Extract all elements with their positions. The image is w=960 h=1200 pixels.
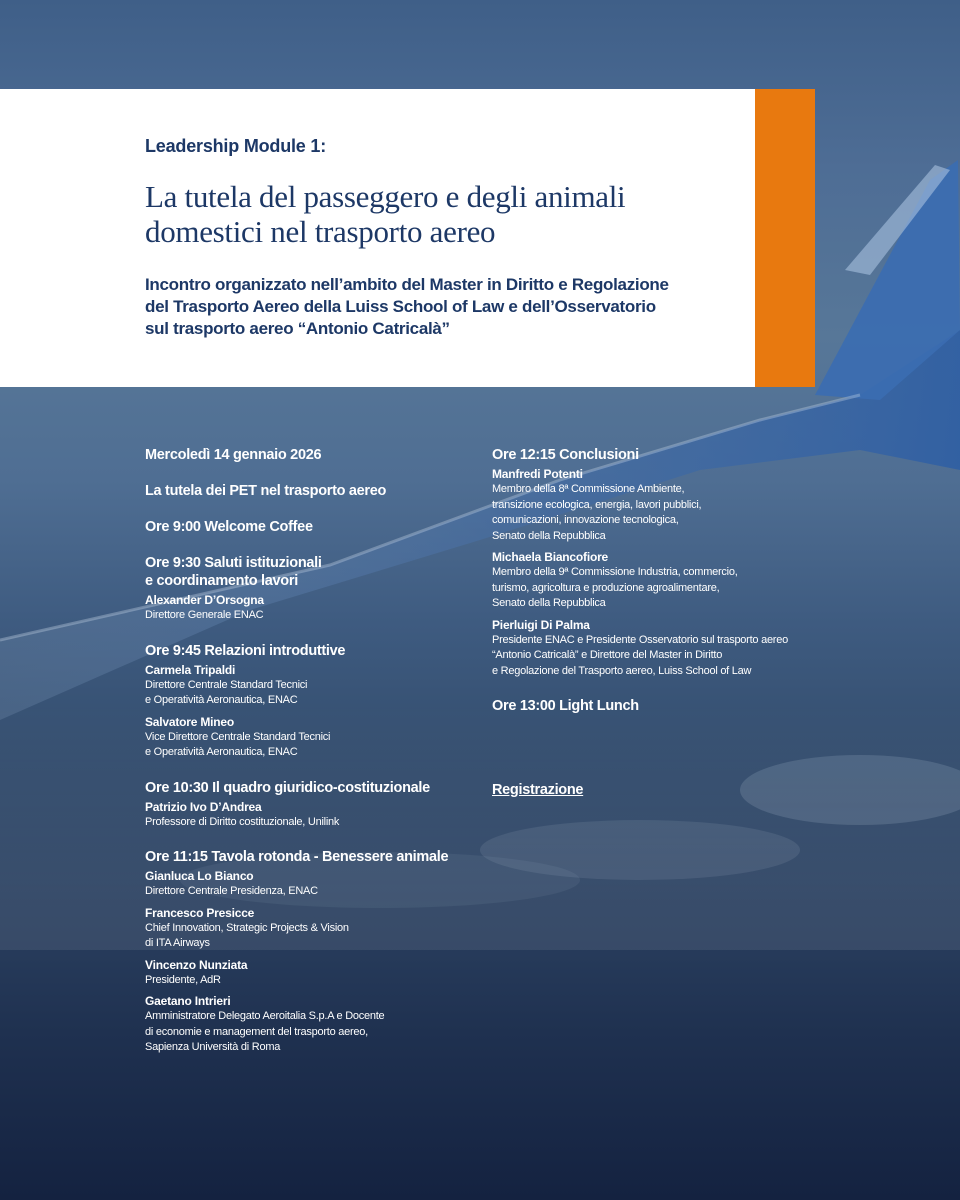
speaker-role: Vice Direttore Centrale Standard Tecnici (145, 730, 331, 743)
speaker (145, 906, 475, 952)
speaker-name: Vincenzo Nunziata (145, 957, 248, 972)
speaker-role: e Operatività Aeronautica, ENAC (145, 694, 298, 706)
registration-link-wrapper (492, 781, 852, 799)
speaker (145, 958, 475, 989)
speaker-role: Professore di Diritto costituzionale, Unilink (145, 815, 340, 828)
speaker-name: Gaetano Intrieri (145, 994, 231, 1008)
speaker-name: Michaela Biancofiore (492, 550, 609, 564)
speaker (145, 663, 475, 709)
header-card (0, 89, 755, 387)
speaker-role: Membro della 8ª Commissione Ambiente, (492, 483, 685, 495)
speaker-role: Senato della Repubblica (492, 597, 606, 609)
module-label: Leadership Module 1: (145, 136, 327, 156)
event-date: Mercoledì 14 gennaio 2026 (145, 447, 322, 463)
speaker-role: e Operatività Aeronautica, ENAC (145, 746, 298, 758)
event-title-line-2: domestici nel trasporto aereo (145, 214, 496, 249)
session-title: Ore 12:15 Conclusioni (492, 447, 639, 463)
light-lunch: Ore 13:00 Light Lunch (492, 698, 639, 714)
speaker-role: Chief Innovation, Strategic Projects & Vision (145, 921, 349, 934)
speaker-role: turismo, agricoltura e produzione agroalimentare, (492, 581, 720, 594)
speaker-name: Alexander D’Orsogna (145, 593, 264, 607)
session-relazioni (145, 642, 475, 761)
speaker-role: di ITA Airways (145, 937, 210, 949)
session-quadro (145, 779, 475, 831)
speaker-role: e Regolazione del Trasporto aereo, Luiss School of Law (492, 664, 752, 677)
program-right-column (492, 446, 852, 799)
event-topic: La tutela dei PET nel trasporto aereo (145, 483, 387, 499)
speaker-name: Manfredi Potenti (492, 467, 583, 481)
speaker (492, 467, 852, 544)
speaker (492, 618, 852, 680)
speaker-role: Membro della 9ª Commissione Industria, commercio, (492, 566, 738, 578)
session-tavola-rotonda (145, 848, 475, 1056)
program-left-column (145, 446, 475, 1056)
speaker-name: Francesco Presicce (145, 905, 255, 920)
session-title: Ore 9:30 Saluti istituzionali (145, 555, 322, 571)
speaker-role: transizione ecologica, energia, lavori pubblici, (492, 498, 702, 511)
speaker-name: Gianluca Lo Bianco (145, 869, 254, 883)
speaker-role: Senato della Repubblica (492, 529, 606, 542)
speaker-role: Direttore Centrale Standard Tecnici (145, 678, 308, 691)
event-subtitle: Incontro organizzato nell’ambito del Master in Diritto e Regolazione del Trasporto Aereo della Luiss School of Law e dell’Osservatorio sul trasporto aereo “Antonio Catricalà” (145, 275, 669, 338)
speaker-role: Direttore Generale ENAC (145, 609, 264, 621)
registration-link[interactable]: Registrazione (492, 782, 584, 798)
session-title: Ore 11:15 Tavola rotonda - Benessere animale (145, 849, 449, 865)
speaker (145, 593, 475, 624)
orange-accent-bar (755, 89, 815, 387)
speaker (145, 994, 475, 1056)
event-title-line-1: La tutela del passeggero e degli animali (145, 179, 626, 214)
session-title: Ore 9:45 Relazioni introduttive (145, 642, 346, 659)
session-title: Ore 10:30 Il quadro giuridico-costituzionale (145, 779, 430, 796)
speaker-role: Presidente ENAC e Presidente Osservatorio sul trasporto aereo (492, 633, 788, 646)
speaker-role: Sapienza Università di Roma (145, 1041, 281, 1053)
speaker-role: Amministratore Delegato Aeroitalia S.p.A e Docente (145, 1010, 385, 1022)
speaker-name: Patrizio Ivo D’Andrea (145, 799, 262, 814)
speaker (145, 715, 475, 761)
speaker-name: Salvatore Mineo (145, 714, 235, 729)
session-saluti (145, 554, 475, 624)
speaker-role: “Antonio Catricalà” e Direttore del Master in Diritto (492, 649, 723, 661)
speaker-role: Direttore Centrale Presidenza, ENAC (145, 885, 318, 897)
session-conclusioni (492, 446, 852, 679)
speaker-name: Carmela Tripaldi (145, 662, 236, 677)
welcome-coffee: Ore 9:00 Welcome Coffee (145, 519, 313, 535)
speaker-role: di economie e management del trasporto aereo, (145, 1025, 368, 1038)
event-title (145, 179, 625, 249)
session-title: e coordinamento lavori (145, 573, 298, 589)
speaker (145, 869, 475, 900)
speaker (145, 800, 475, 831)
speaker (492, 550, 852, 612)
speaker-role: comunicazioni, innovazione tecnologica, (492, 514, 679, 526)
speaker-role: Presidente, AdR (145, 973, 221, 986)
speaker-name: Pierluigi Di Palma (492, 617, 590, 632)
